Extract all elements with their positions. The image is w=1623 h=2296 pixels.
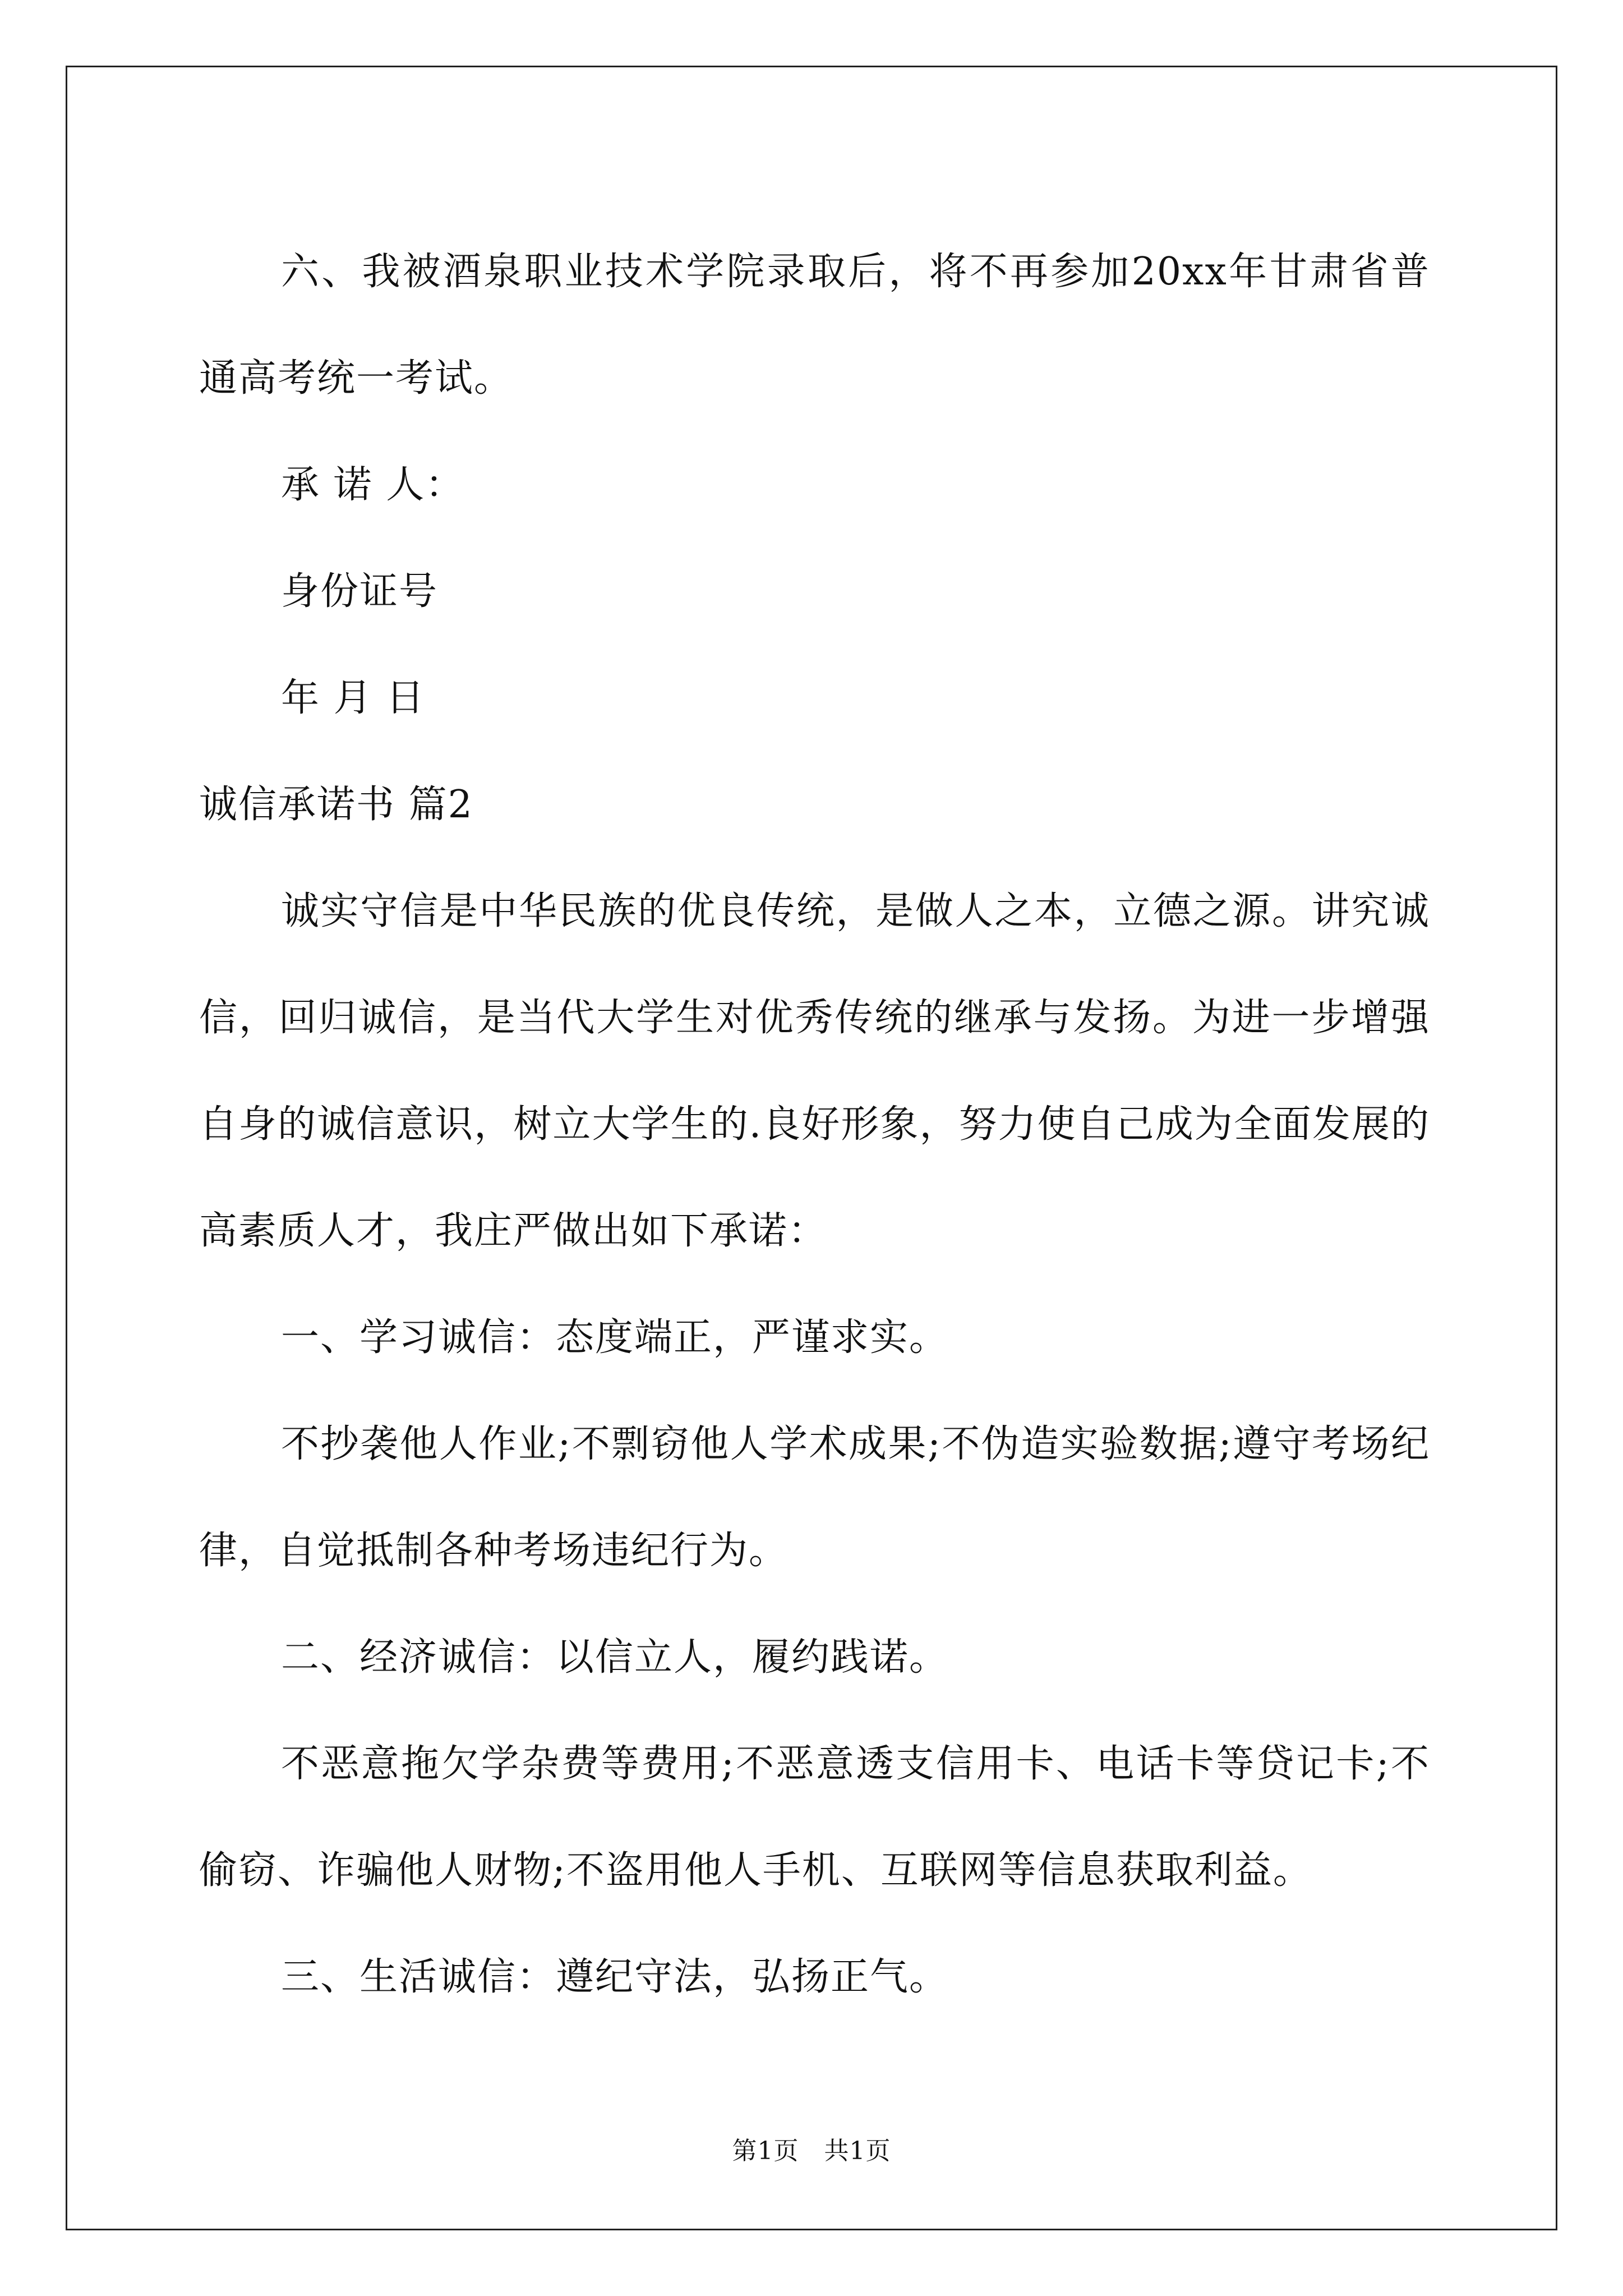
section-heading: 诚信承诺书 篇2 xyxy=(199,783,473,827)
intro-paragraph: 诚实守信是中华民族的优良传统，是做人之本，立德之源。讲究诚信，回归诚信，是当代大学生对优秀传统的继承与发扬。为进一步增强自身的诚信意识，树立大学生的.良好形象，努力使自己成为全面发展的高素质人才，我庄严做出如下承诺： xyxy=(199,889,1430,1253)
economic-integrity-body: 不恶意拖欠学杂费等费用;不恶意透支信用卡、电话卡等贷记卡;不偷窃、诈骗他人财物;不盗用他人手机、互联网等信息获取利益。 xyxy=(199,1742,1430,1893)
economic-integrity-heading: 二、经济诚信：以信立人，履约践诺。 xyxy=(281,1635,949,1680)
study-integrity-body: 不抄袭他人作业;不剽窃他人学术成果;不伪造实验数据;遵守考场纪律，自觉抵制各种考场违纪行为。 xyxy=(199,1422,1430,1573)
page-number-footer: 第1页 共1页 xyxy=(732,2137,891,2165)
life-integrity-heading: 三、生活诚信：遵纪守法，弘扬正气。 xyxy=(281,1955,949,1999)
signatory-line: 承 诺 人： xyxy=(281,463,465,507)
document-body xyxy=(199,219,1430,2031)
study-integrity-heading: 一、学习诚信：态度端正，严谨求实。 xyxy=(281,1315,949,1360)
paragraph-clause-6: 六、我被酒泉职业技术学院录取后，将不再参加20xx年甘肃省普通高考统一考试。 xyxy=(199,250,1430,401)
date-line: 年 月 日 xyxy=(281,676,426,720)
id-number-line: 身份证号 xyxy=(281,569,439,614)
